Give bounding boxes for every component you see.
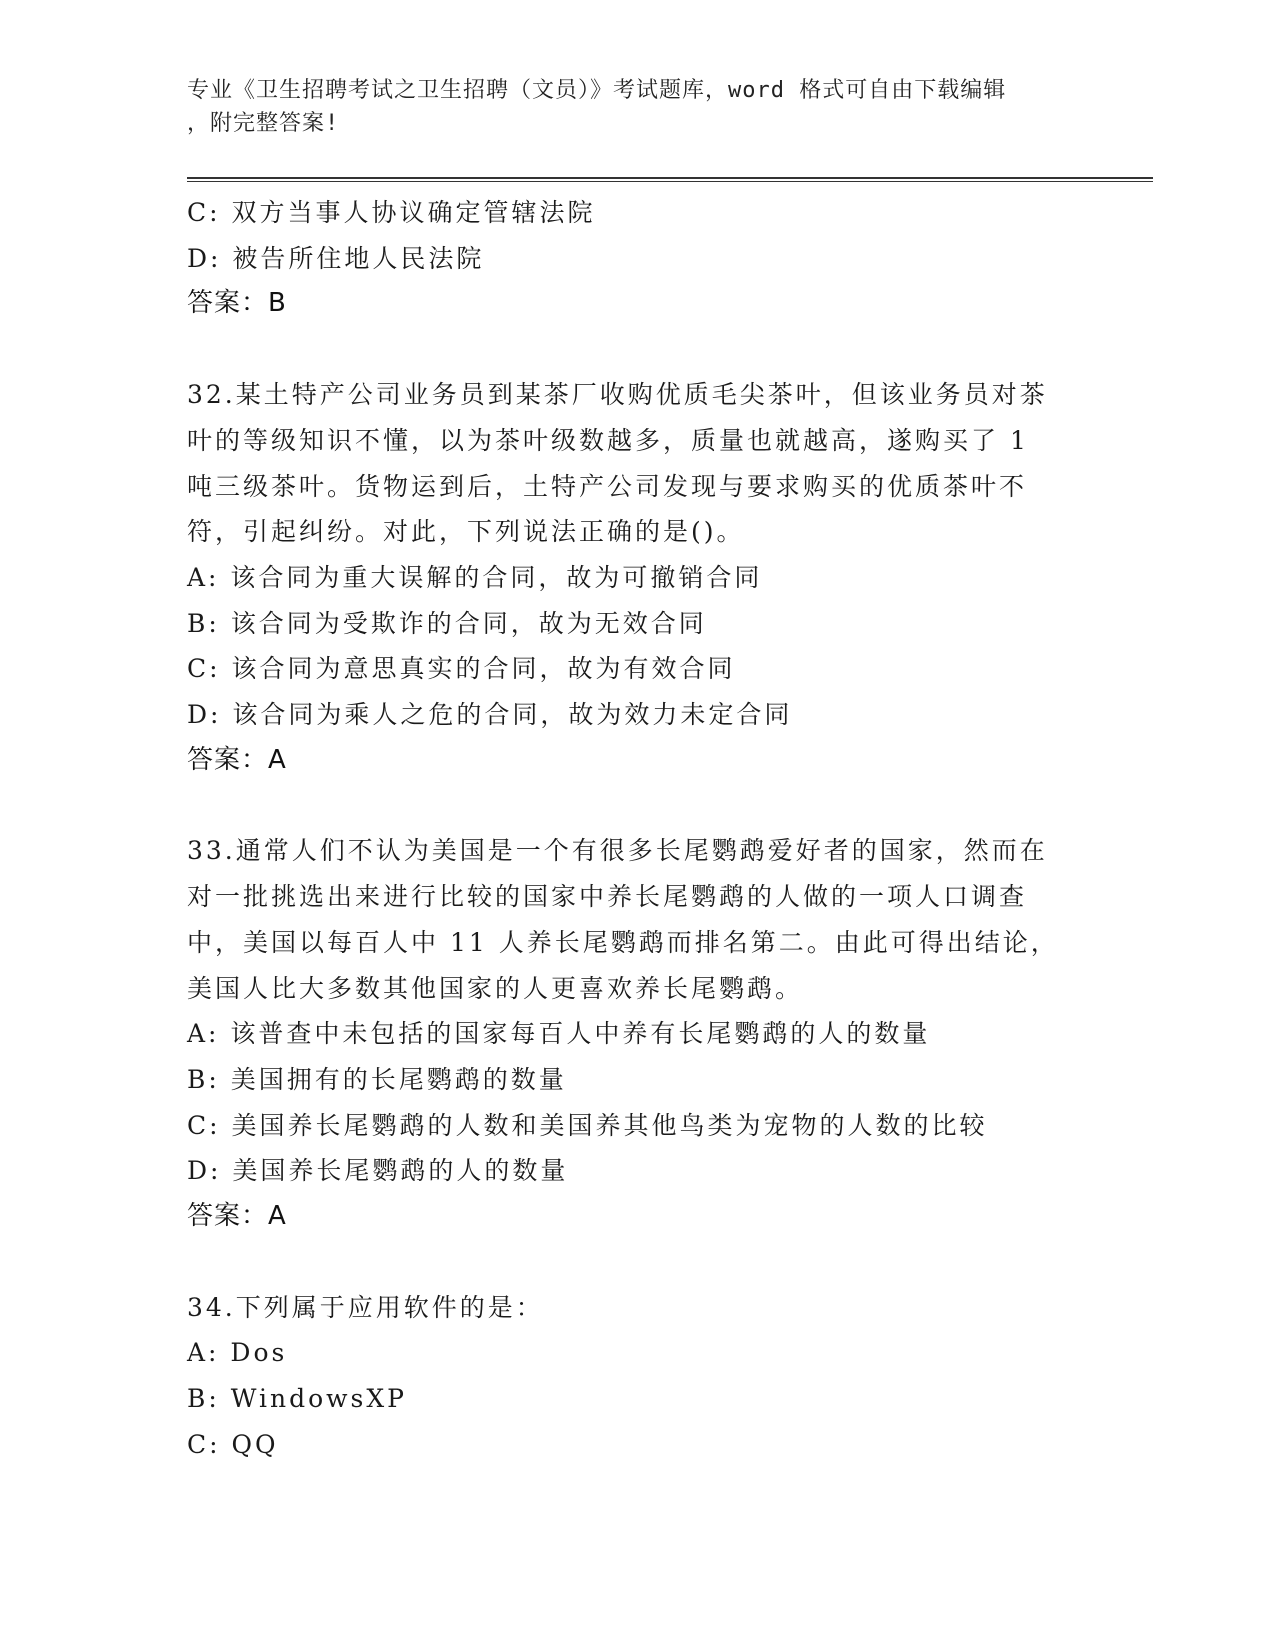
question-31 — [187, 190, 1087, 327]
question-text-line: 美国人比大多数其他国家的人更喜欢养长尾鹦鹉。 — [187, 973, 804, 1003]
option-b: B: 该合同为受欺诈的合同，故为无效合同 — [187, 608, 707, 638]
header-line-1: 专业《卫生招聘考试之卫生招聘（文员）》考试题库，word 格式可自由下载编辑 — [187, 78, 1007, 103]
option-a: A: Dos — [187, 1338, 288, 1368]
option-b: B: 美国拥有的长尾鹦鹉的数量 — [187, 1064, 567, 1094]
option-c: C: QQ — [187, 1429, 279, 1459]
question-34 — [187, 1285, 1087, 1468]
question-text-line: 中，美国以每百人中 11 人养长尾鹦鹉而排名第二。由此可得出结论， — [187, 927, 1059, 957]
spacer — [187, 1240, 1087, 1285]
question-text-line: 34.下列属于应用软件的是： — [187, 1292, 544, 1322]
option-c: C: 美国养长尾鹦鹉的人数和美国养其他鸟类为宠物的人数的比较 — [187, 1110, 988, 1140]
answer: 答案：A — [187, 744, 287, 775]
question-text-line: 对一批挑选出来进行比较的国家中养长尾鹦鹉的人做的一项人口调查 — [187, 882, 1028, 912]
option-c: C: 双方当事人协议确定管辖法院 — [187, 198, 596, 227]
question-33 — [187, 828, 1087, 1239]
spacer — [187, 783, 1087, 828]
question-text-line: 32.某土特产公司业务员到某茶厂收购优质毛尖茶叶，但该业务员对茶 — [187, 380, 1048, 410]
option-a: A: 该普查中未包括的国家每百人中养有长尾鹦鹉的人的数量 — [187, 1019, 931, 1049]
question-text-line: 吨三级茶叶。货物运到后，土特产公司发现与要求购买的优质茶叶不 — [187, 471, 1028, 501]
document-body — [187, 190, 1087, 1468]
option-a: A: 该合同为重大误解的合同，故为可撤销合同 — [187, 562, 763, 592]
answer: 答案：A — [187, 1201, 287, 1232]
answer: 答案：B — [187, 288, 287, 319]
question-text-line: 符，引起纠纷。对此，下列说法正确的是()。 — [187, 517, 745, 547]
document-header — [187, 74, 1067, 140]
question-text-line: 33.通常人们不认为美国是一个有很多长尾鹦鹉爱好者的国家，然而在 — [187, 836, 1048, 866]
question-32 — [187, 372, 1087, 783]
option-b: B: WindowsXP — [187, 1384, 407, 1414]
option-c: C: 该合同为意思真实的合同，故为有效合同 — [187, 654, 736, 684]
header-divider — [187, 177, 1153, 182]
header-line-2: ，附完整答案! — [187, 111, 340, 136]
question-text-line: 叶的等级知识不懂，以为茶叶级数越多，质量也就越高，遂购买了 1 — [187, 425, 1029, 455]
option-d: D: 美国养长尾鹦鹉的人的数量 — [187, 1156, 569, 1186]
option-d: D: 被告所住地人民法院 — [187, 243, 485, 273]
spacer — [187, 327, 1087, 372]
option-d: D: 该合同为乘人之危的合同，故为效力未定合同 — [187, 700, 793, 730]
